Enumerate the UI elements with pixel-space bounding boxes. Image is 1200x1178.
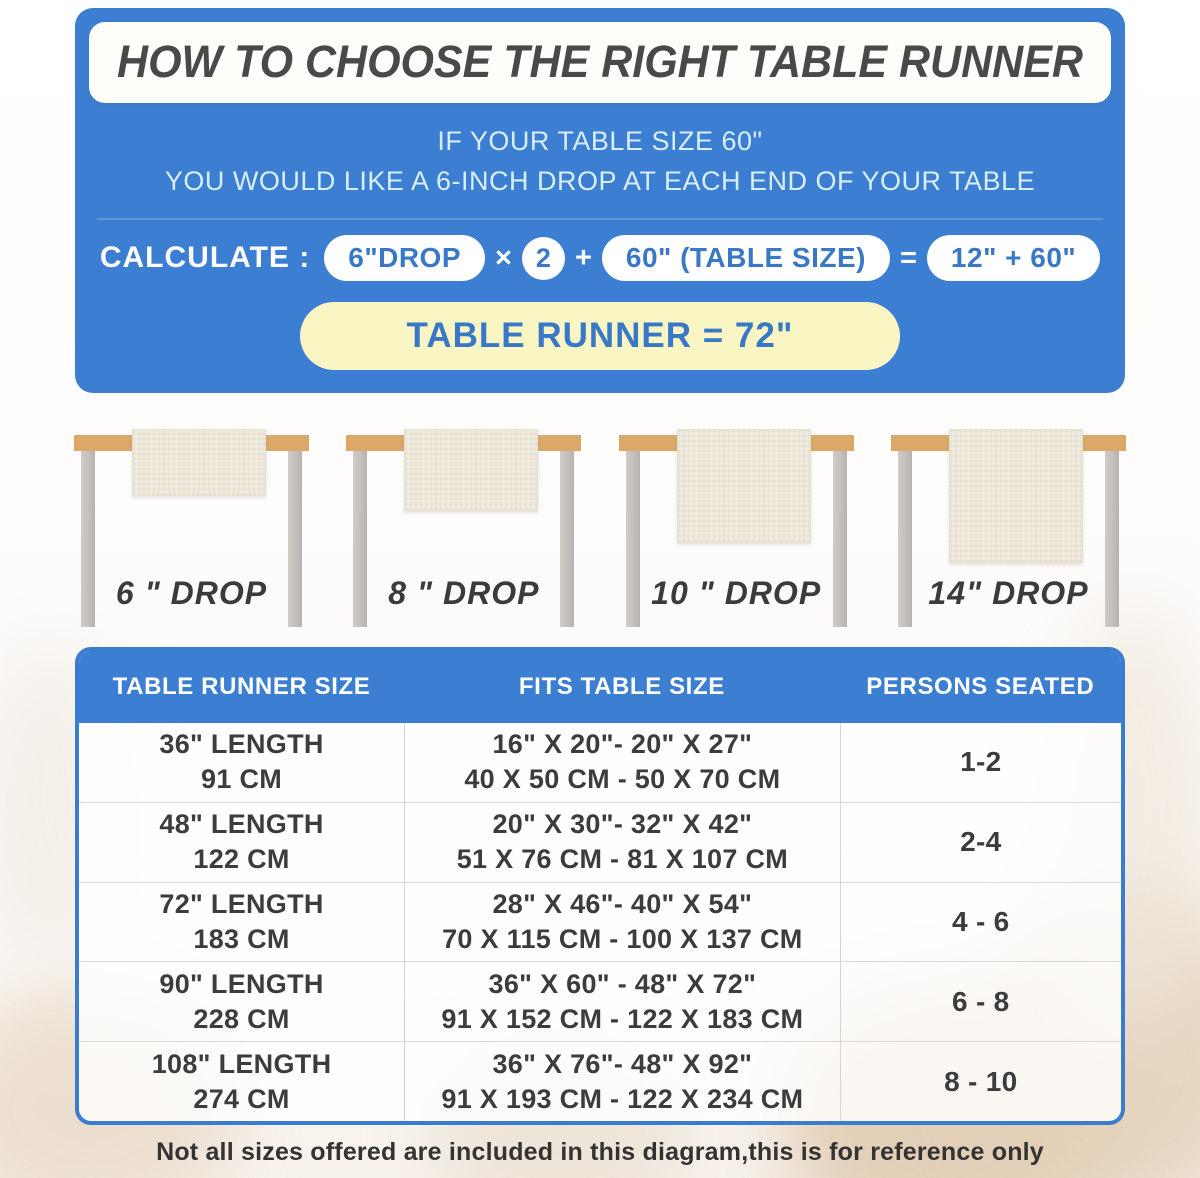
persons-seated-value: 8 - 10: [944, 1065, 1018, 1097]
times-operator: ×: [495, 241, 512, 274]
table-runner-graphic: [949, 429, 1083, 563]
runner-length-inches: 48" LENGTH: [159, 809, 324, 840]
fits-size-cm: 51 X 76 CM - 81 X 107 CM: [456, 844, 789, 875]
runner-size-cell: [79, 723, 404, 802]
content-column: [0, 8, 1200, 1167]
persons-seated-value: 2-4: [960, 826, 1002, 858]
drop-label: 8 " DROP: [388, 575, 540, 611]
table-row: [79, 882, 1121, 962]
persons-seated-cell: [840, 962, 1121, 1041]
runner-size-cell: [79, 883, 404, 962]
runner-length-cm: 122 CM: [193, 844, 290, 875]
fits-table-size-cell: [404, 962, 840, 1041]
size-chart-header: [79, 651, 1121, 723]
table-row: [79, 802, 1121, 882]
multiplier-badge: 2: [522, 237, 565, 280]
sum-pill: 12" + 60": [927, 235, 1100, 281]
fits-size-inches: 20" X 30"- 32" X 42": [492, 809, 753, 840]
runner-length-inches: 90" LENGTH: [159, 968, 324, 999]
runner-size-cell: [79, 803, 404, 882]
persons-seated-value: 4 - 6: [952, 905, 1010, 937]
runner-size-cell: [79, 962, 404, 1041]
fits-size-inches: 16" X 20"- 20" X 27": [492, 729, 753, 760]
size-chart-panel: [75, 647, 1125, 1125]
runner-length-cm: 228 CM: [193, 1003, 290, 1034]
calculate-label: CALCULATE :: [99, 241, 311, 274]
instructions-panel: [75, 8, 1125, 393]
fits-table-size-cell: [404, 803, 840, 882]
column-header-fits-table-size: FITS TABLE SIZE: [518, 673, 725, 700]
runner-length-inches: 72" LENGTH: [159, 889, 324, 920]
runner-size-cell: [79, 1042, 404, 1121]
footnote: Not all sizes offered are included in this diagram,this is for reference only: [156, 1138, 1044, 1166]
fits-size-cm: 91 X 193 CM - 122 X 234 CM: [441, 1083, 804, 1114]
size-chart-body: [79, 723, 1121, 1121]
persons-seated-cell: [840, 803, 1121, 882]
table-row: [79, 1041, 1121, 1121]
drop-value-pill: 6"DROP: [324, 235, 485, 281]
fits-size-inches: 36" X 76"- 48" X 92": [492, 1048, 753, 1079]
subtitle-line1: IF YOUR TABLE SIZE 60": [437, 126, 763, 156]
persons-seated-cell: [840, 883, 1121, 962]
fits-size-cm: 40 X 50 CM - 50 X 70 CM: [464, 764, 781, 795]
drop-illustrations-row: [74, 429, 1126, 631]
drop-illustration-10in: [619, 429, 854, 631]
fits-table-size-cell: [404, 1042, 840, 1121]
title-banner: [89, 22, 1111, 103]
fits-size-cm: 70 X 115 CM - 100 X 137 CM: [442, 923, 803, 954]
calculation-row: [89, 235, 1111, 281]
final-result-text: TABLE RUNNER = 72": [406, 316, 794, 355]
subtitle-line2: YOU WOULD LIKE A 6-INCH DROP AT EACH END OF YOUR TABLE: [164, 166, 1036, 196]
persons-seated-value: 1-2: [960, 746, 1002, 778]
plus-operator: +: [574, 241, 592, 274]
drop-illustration-14in: [891, 429, 1126, 631]
equals-operator: =: [899, 241, 917, 274]
runner-length-cm: 274 CM: [193, 1083, 290, 1114]
drop-label: 6 " DROP: [115, 575, 268, 611]
table-row: [79, 723, 1121, 802]
table-size-pill: 60" (TABLE SIZE): [602, 235, 890, 281]
drop-illustration-8in: [346, 429, 581, 631]
column-header-runner-size: TABLE RUNNER SIZE: [112, 673, 371, 700]
drop-illustration-6in: [74, 429, 309, 631]
fits-size-inches: 36" X 60" - 48" X 72": [488, 968, 757, 999]
drop-label: 14" DROP: [928, 575, 1089, 611]
drop-label: 10 " DROP: [651, 575, 822, 611]
runner-length-inches: 108" LENGTH: [151, 1048, 332, 1079]
final-result-pill: [300, 302, 900, 370]
page-title: HOW TO CHOOSE THE RIGHT TABLE RUNNER: [117, 36, 1083, 88]
table-runner-graphic: [404, 429, 538, 511]
column-header-persons-seated: PERSONS SEATED: [866, 673, 1095, 700]
runner-length-inches: 36" LENGTH: [159, 729, 324, 760]
table-row: [79, 961, 1121, 1041]
table-runner-graphic: [677, 429, 811, 543]
persons-seated-cell: [840, 1042, 1121, 1121]
fits-table-size-cell: [404, 723, 840, 802]
fits-table-size-cell: [404, 883, 840, 962]
panel-divider: [97, 218, 1103, 220]
runner-length-cm: 91 CM: [201, 764, 283, 795]
table-runner-graphic: [132, 429, 266, 496]
fits-size-inches: 28" X 46"- 40" X 54": [492, 889, 753, 920]
persons-seated-cell: [840, 723, 1121, 802]
persons-seated-value: 6 - 8: [952, 985, 1010, 1017]
fits-size-cm: 91 X 152 CM - 122 X 183 CM: [441, 1003, 804, 1034]
runner-length-cm: 183 CM: [193, 923, 290, 954]
